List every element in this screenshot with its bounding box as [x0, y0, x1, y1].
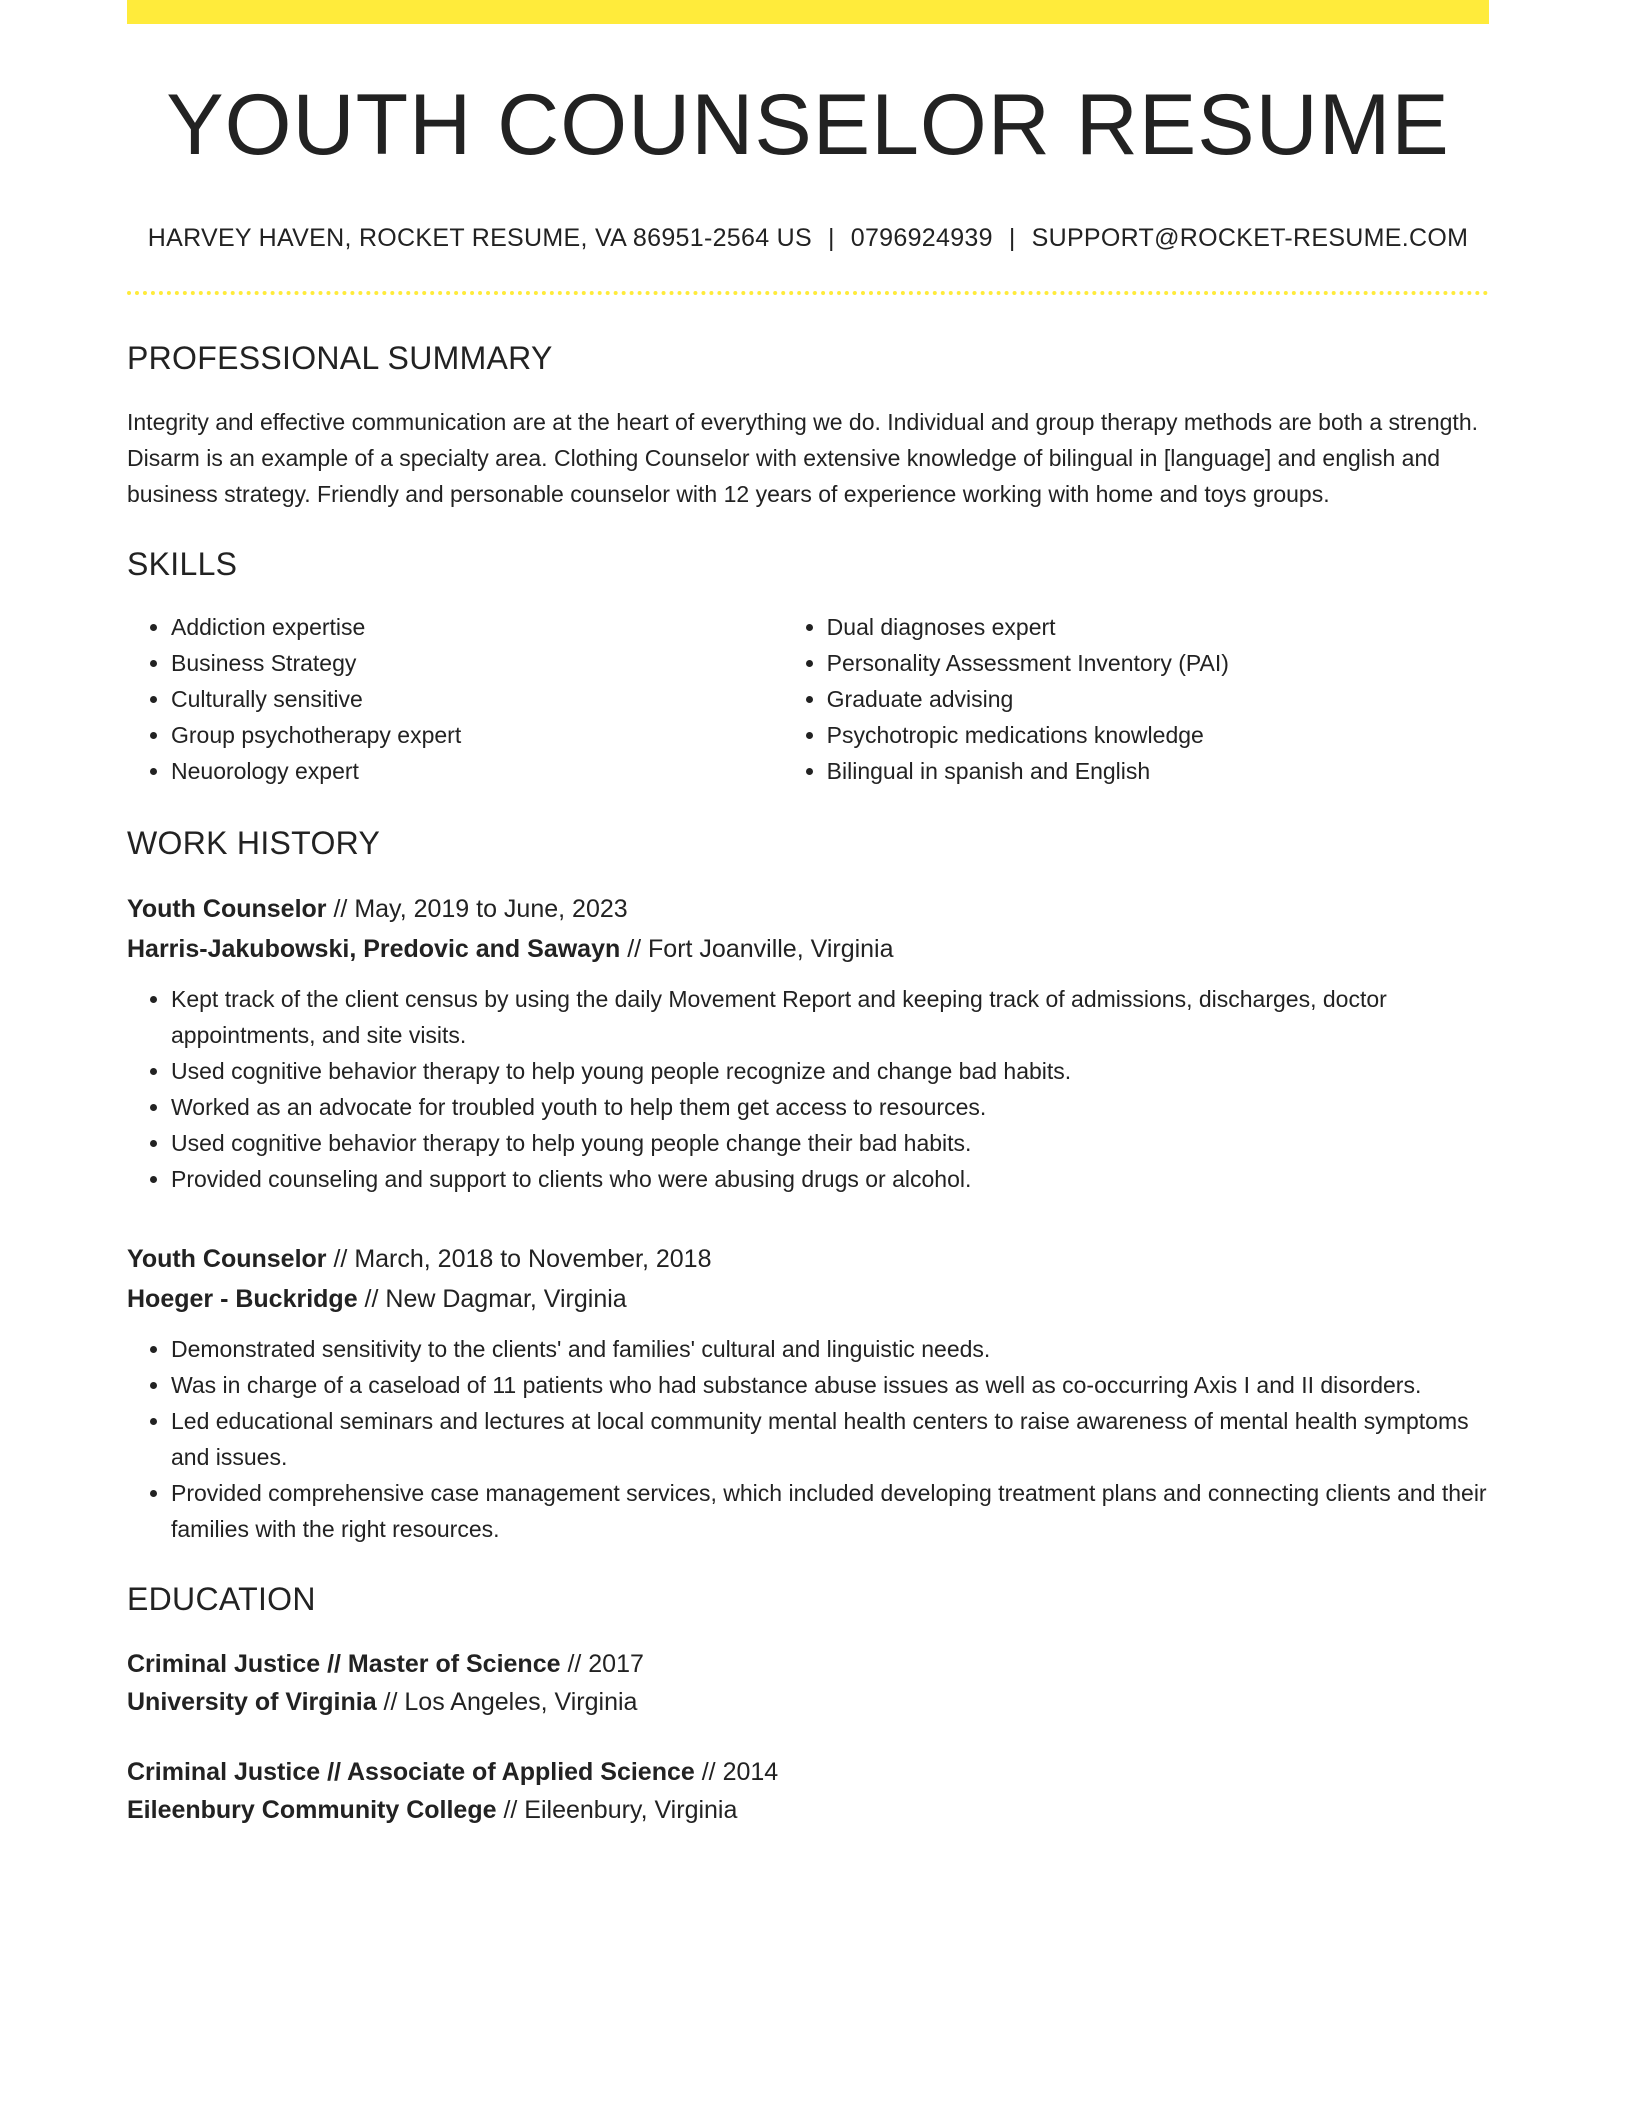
skill-item: • Bilingual in spanish and English: [827, 753, 1489, 789]
school: Eileenbury Community College: [127, 1796, 497, 1824]
skills-right-list: [783, 609, 1489, 789]
skill-item: • Psychotropic medications knowledge: [827, 717, 1489, 753]
job-bullet: • Used cognitive behavior therapy to help young people change their bad habits.: [171, 1125, 1489, 1161]
skill-item: • Group psychotherapy expert: [171, 717, 783, 753]
education-heading: EDUCATION: [127, 1581, 316, 1617]
resume-page: [127, 0, 1489, 1829]
job-entry: [127, 1239, 1489, 1547]
school-line: [127, 1791, 1489, 1829]
job-bullet: • Led educational seminars and lectures at local community mental health centers to raise awareness of mental health symptoms and issues.: [171, 1403, 1489, 1475]
top-accent-bar: [127, 0, 1489, 24]
job-title: Youth Counselor: [127, 1245, 327, 1273]
skills-heading: SKILLS: [127, 546, 238, 582]
contact-separator: |: [1008, 224, 1016, 252]
school-location: // Los Angeles, Virginia: [376, 1688, 638, 1716]
resume-title: YOUTH COUNSELOR RESUME: [166, 77, 1450, 173]
school-line: [127, 1683, 1489, 1721]
degree-line: [127, 1753, 1489, 1791]
job-bullet: • Used cognitive behavior therapy to help young people recognize and change bad habits.: [171, 1053, 1489, 1089]
school: University of Virginia: [127, 1688, 377, 1716]
job-bullet: • Provided counseling and support to clients who were abusing drugs or alcohol.: [171, 1161, 1489, 1197]
skill-item: • Business Strategy: [171, 645, 783, 681]
education-entry: [127, 1753, 1489, 1829]
work-history-heading: WORK HISTORY: [127, 825, 381, 861]
job-entry: [127, 889, 1489, 1197]
skill-item: • Personality Assessment Inventory (PAI): [827, 645, 1489, 681]
job-title: Youth Counselor: [127, 895, 327, 923]
skill-item: • Addiction expertise: [171, 609, 783, 645]
skill-item: • Dual diagnoses expert: [827, 609, 1489, 645]
degree-year: // 2017: [560, 1650, 644, 1678]
job-bullet: • Was in charge of a caseload of 11 patients who had substance abuse issues as well as co-occurring Axis I and II disorders.: [171, 1367, 1489, 1403]
contact-separator: |: [827, 224, 835, 252]
skill-item: • Culturally sensitive: [171, 681, 783, 717]
job-bullet: • Worked as an advocate for troubled youth to help them get access to resources.: [171, 1089, 1489, 1125]
summary-heading: PROFESSIONAL SUMMARY: [127, 340, 553, 376]
degree-year: // 2014: [694, 1758, 779, 1786]
contact-address: HARVEY HAVEN, ROCKET RESUME, VA 86951-2564 US: [147, 224, 812, 252]
job-bullet: • Kept track of the client census by using the daily Movement Report and keeping track of admissions, discharges, doctor appointments, and site visits.: [171, 981, 1489, 1053]
job-title-line: [127, 889, 1489, 929]
job-employer-line: [127, 929, 1489, 969]
skill-item: • Graduate advising: [827, 681, 1489, 717]
summary-text: Integrity and effective communication are at the heart of everything we do. Individual and group therapy methods are both a strength. Disarm is an example of a specialty area. Clothing Counselor with extensive knowledge of bilingual in [language] and english and business strategy. Friendly and personable counselor with 12 years of experience working with home and toys groups.: [127, 409, 1479, 507]
job-dates: // March, 2018 to November, 2018: [326, 1245, 712, 1273]
degree: Criminal Justice // Associate of Applied Science: [127, 1758, 695, 1786]
degree-line: [127, 1645, 1489, 1683]
school-location: // Eileenbury, Virginia: [496, 1796, 738, 1824]
job-dates: // May, 2019 to June, 2023: [326, 895, 628, 923]
dotted-divider: [127, 291, 1489, 295]
job-bullet: • Provided comprehensive case management services, which included developing treatment plans and connecting clients and their families with the right resources.: [171, 1475, 1489, 1547]
skills-columns: [127, 609, 1489, 789]
job-location: // Fort Joanville, Virginia: [620, 935, 894, 963]
job-location: // New Dagmar, Virginia: [357, 1285, 627, 1313]
contact-line: [127, 226, 1489, 251]
job-bullets: [127, 1331, 1489, 1547]
job-bullets: [127, 981, 1489, 1197]
job-employer: Hoeger - Buckridge: [127, 1285, 358, 1313]
job-employer-line: [127, 1279, 1489, 1319]
job-bullet: • Demonstrated sensitivity to the clients' and families' cultural and linguistic needs.: [171, 1331, 1489, 1367]
job-title-line: [127, 1239, 1489, 1279]
skill-item: • Neuorology expert: [171, 753, 783, 789]
degree: Criminal Justice // Master of Science: [127, 1650, 561, 1678]
contact-phone: 0796924939: [850, 224, 993, 252]
skills-left-list: [127, 609, 783, 789]
education-entry: [127, 1645, 1489, 1721]
job-employer: Harris-Jakubowski, Predovic and Sawayn: [127, 935, 621, 963]
contact-email: SUPPORT@ROCKET-RESUME.COM: [1031, 224, 1469, 252]
